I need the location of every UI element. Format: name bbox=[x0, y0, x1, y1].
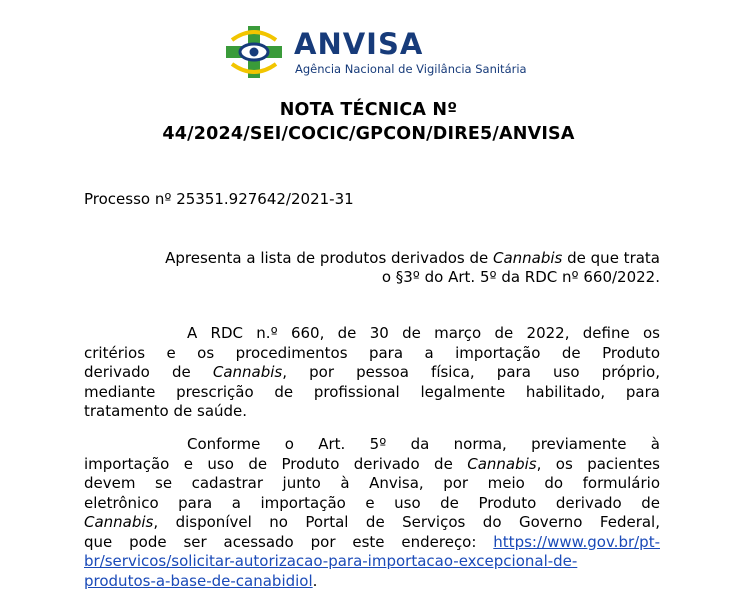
ementa-line-2: o §3º do Art. 5º da RDC nº 660/2022. bbox=[381, 268, 660, 286]
text-run: . bbox=[312, 571, 318, 590]
text-run: que pode ser acessado por este endereço: bbox=[84, 532, 494, 551]
paragraph-line: Conforme o Art. 5º da norma, previamente à bbox=[187, 435, 660, 453]
paragraph-2 bbox=[84, 435, 660, 591]
paragraph-line: tratamento de saúde. bbox=[84, 402, 248, 420]
ementa-line-1 bbox=[84, 249, 660, 268]
paragraph-line: A RDC n.º 660, de 30 de março de 2022, define os bbox=[187, 324, 660, 342]
paragraph-line bbox=[84, 533, 660, 553]
paragraph-1 bbox=[84, 324, 660, 422]
logo-name: ANVISA bbox=[294, 27, 424, 61]
text-run: derivado de bbox=[84, 363, 213, 381]
logo-subtitle: Agência Nacional de Vigilância Sanitária bbox=[295, 62, 527, 76]
ementa-emphasis: Cannabis bbox=[493, 249, 563, 267]
title-line-2: 44/2024/SEI/COCIC/GPCON/DIRE5/ANVISA bbox=[162, 124, 575, 144]
paragraph-line: critérios e os procedimentos para a importação de Produto bbox=[84, 343, 660, 362]
paragraph-line bbox=[84, 552, 660, 572]
gov-portal-link-part-2[interactable]: br/servicos/solicitar-autorizacao-para-importacao-excepcional-de- bbox=[84, 552, 578, 570]
gov-portal-link-part-1[interactable]: https://www.gov.br/pt- bbox=[493, 532, 660, 551]
text-emphasis: Cannabis bbox=[212, 363, 283, 381]
text-run: , disponível no Portal de Serviços do Governo Federal, bbox=[153, 513, 660, 531]
process-number: Processo nº 25351.927642/2021-31 bbox=[84, 190, 354, 208]
text-run: , os pacientes bbox=[536, 454, 660, 473]
ementa bbox=[84, 249, 660, 287]
ementa-text: de que trata bbox=[562, 249, 660, 267]
text-emphasis: Cannabis bbox=[84, 513, 154, 531]
text-run: , por pessoa física, para uso próprio, bbox=[282, 363, 660, 381]
paragraph-line bbox=[84, 455, 660, 475]
text-emphasis: Cannabis bbox=[467, 454, 537, 473]
text-run: importação e uso de Produto derivado de bbox=[84, 454, 468, 473]
paragraph-line: mediante prescrição de profissional legalmente habilitado, para bbox=[84, 382, 660, 401]
anvisa-logo bbox=[226, 26, 526, 82]
paragraph-line bbox=[84, 513, 660, 533]
paragraph-line: devem se cadastrar junto à Anvisa, por meio do formulário bbox=[84, 474, 660, 492]
ementa-text: Apresenta a lista de produtos derivados de bbox=[165, 249, 493, 267]
paragraph-line bbox=[84, 363, 660, 383]
document-title bbox=[0, 98, 737, 146]
title-line-1: NOTA TÉCNICA Nº bbox=[279, 100, 458, 120]
paragraph-line bbox=[84, 572, 660, 592]
gov-portal-link-part-3[interactable]: produtos-a-base-de-canabidiol bbox=[84, 571, 313, 590]
anvisa-emblem-icon bbox=[226, 26, 282, 78]
paragraph-line: eletrônico para a importação e uso de Produto derivado de bbox=[84, 493, 660, 512]
